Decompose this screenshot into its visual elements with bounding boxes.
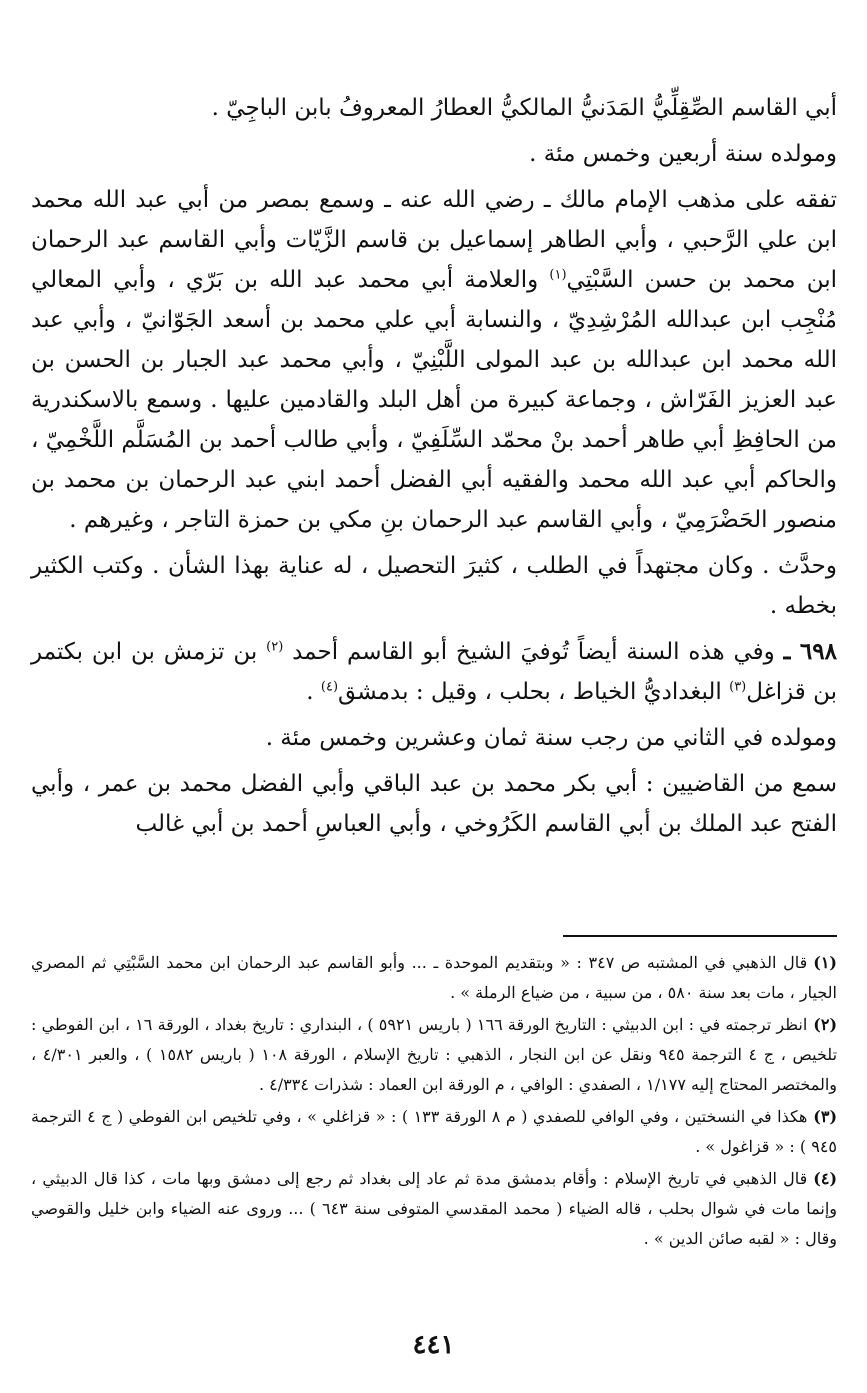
footnote-4-number: (٤) bbox=[813, 1169, 838, 1188]
footnote-ref-1: (١) bbox=[549, 267, 567, 283]
paragraph-6 bbox=[31, 718, 837, 758]
paragraph-4 bbox=[31, 546, 837, 626]
footnote-3-number: (٣) bbox=[813, 1107, 838, 1126]
paragraph-2 bbox=[31, 134, 837, 174]
entry-number: ٦٩٨ ـ bbox=[783, 638, 837, 665]
main-text bbox=[31, 88, 837, 850]
footnote-3 bbox=[31, 1102, 837, 1162]
footnote-divider bbox=[563, 935, 837, 937]
footnote-1-number: (١) bbox=[813, 953, 837, 972]
paragraph-1 bbox=[31, 88, 837, 128]
footnote-4 bbox=[31, 1164, 837, 1254]
paragraph-4-text: وحدَّث . وكان مجتهداً في الطلب ، كثيرَ التحصيل ، له عناية بهذا الشأن . وكتب الكثير بخطه . bbox=[31, 553, 837, 619]
footnote-2 bbox=[31, 1010, 837, 1100]
paragraph-3-text-b: والعلامة أبي محمد عبد الله بن بَرّي ، وأبي المعالي مُنْجِب ابن عبدالله المُرْشِدِيّ ، والنسابة أبي علي محمد بن أسعد الجَوّانيّ ، وأبي عبد الله محمد ابن عبدالله بن عبد المولى اللَّبْنِيّ ، وأبي محمد عبد الجبار بن الحسن بن عبد العزيز الفَرّاش ، وجماعة كبيرة من أهل البلد والقادمين عليها . وسمع بالاسكندرية من الحافِظِ أبي طاهر أحمد بنْ محمّد السِّلَفِيّ ، وأبي طالب أحمد بن المُسَلَّم اللَّخْمِيّ ، والحاكم أبي عبد الله محمد والفقيه أبي الفضل أحمد ابني عبد الرحمان بن محمد بن منصور الحَضْرَمِيّ ، وأبي القاسم عبد الرحمان بنِ مكي بن حمزة التاجر ، وغيرهم . bbox=[31, 267, 837, 533]
footnote-4-text: قال الذهبي في تاريخ الإسلام : وأقام بدمشق مدة ثم عاد إلى بغداد ثم رجع إلى دمشق وبها مات ، كذا قال الدبيثي ، وإنما مات في شوال بحلب ، قاله الضياء ( محمد المقدسي المتوفى سنة ٦٤٣ ) ... وروى عنه الضياء وابن خليل والقوصي وقال : « لقبه صائن الدين » . bbox=[31, 1169, 837, 1248]
paragraph-7 bbox=[31, 764, 837, 844]
footnote-3-text: هكذا في النسختين ، وفي الوافي للصفدي ( م ٨ الورقة ١٣٣ ) : « قزاغلي » ، وفي تلخيص ابن الفوطي ( ج ٤ الترجمة ٩٤٥ ) : « قزاغول » . bbox=[31, 1107, 837, 1156]
footnote-1-text: قال الذهبي في المشتبه ص ٣٤٧ : « وبتقديم الموحدة ـ ... وأبو القاسم عبد الرحمان ابن محمد السَّبْتِي ثم المصري الجيار ، مات بعد سنة ٥٨٠ ، من سبية ، من ضياع الرملة » . bbox=[31, 953, 837, 1002]
footnote-ref-4: (٤) bbox=[320, 679, 339, 695]
footnote-ref-2: (٢) bbox=[266, 639, 284, 655]
footnote-1 bbox=[31, 948, 837, 1008]
page-number: ٤٤١ bbox=[412, 1330, 455, 1360]
entry-698 bbox=[31, 632, 837, 712]
paragraph-3 bbox=[31, 180, 837, 540]
footnote-ref-3: (٣) bbox=[729, 679, 747, 695]
footnote-2-text: انظر ترجمته في : ابن الدبيثي : التاريخ الورقة ١٦٦ ( باريس ٥٩٢١ ) ، البنداري : تاريخ بغداد ، الورقة ١٦ ، ابن الفوطي : تلخيص ، ج ٤ الترجمة ٩٤٥ ونقل عن ابن النجار ، الذهبي : تاريخ الإسلام ، الورقة ١٠٨ ( باريس ١٥٨٢ ) ، والعبر ٤/٣٠١ ، والمختصر المحتاج إليه ١/١٧٧ ، الصفدي : الوافي ، م الورقة ابن العماد : شذرات ٤/٣٣٤ . bbox=[31, 1015, 838, 1094]
paragraph-1-text: أبي القاسم الصِّقِلِّيُّ المَدَنيُّ المالكيُّ العطارُ المعروفُ بابن الباجِيّ . bbox=[211, 95, 837, 121]
paragraph-3-text-a: تفقه على مذهب الإمام مالك ـ رضي الله عنه ـ وسمع بمصر من أبي عبد الله محمد ابن علي الرَّحبي ، وأبي الطاهر إسماعيل بن قاسم الزَّيّات وأبي القاسم عبد الرحمان ابن محمد بن حسن السَّبْتِي bbox=[31, 187, 838, 293]
footnotes bbox=[31, 948, 837, 1256]
footnote-2-number: (٢) bbox=[813, 1015, 838, 1034]
entry-698-text-b: بن تزمش بن ابن بكتمر بن قزاغل bbox=[31, 639, 837, 705]
entry-698-text-c: البغداديُّ الخياط ، بحلب ، وقيل : بدمشق bbox=[338, 679, 730, 705]
paragraph-2-text: ومولده سنة أربعين وخمس مئة . bbox=[529, 141, 837, 167]
paragraph-6-text: ومولده في الثاني من رجب سنة ثمان وعشرين وخمس مئة . bbox=[265, 725, 837, 751]
entry-698-text-a: وفي هذه السنة أيضاً تُوفيَ الشيخ أبو القاسم أحمد bbox=[283, 639, 784, 665]
entry-698-text-d: . bbox=[306, 679, 321, 705]
paragraph-7-text: سمع من القاضيين : أبي بكر محمد بن عبد الباقي وأبي الفضل محمد بن عمر ، وأبي الفتح عبد الملك بن أبي القاسم الكَرُوخي ، وأبي العباسِ أحمد بن أبي غالب bbox=[31, 771, 837, 837]
